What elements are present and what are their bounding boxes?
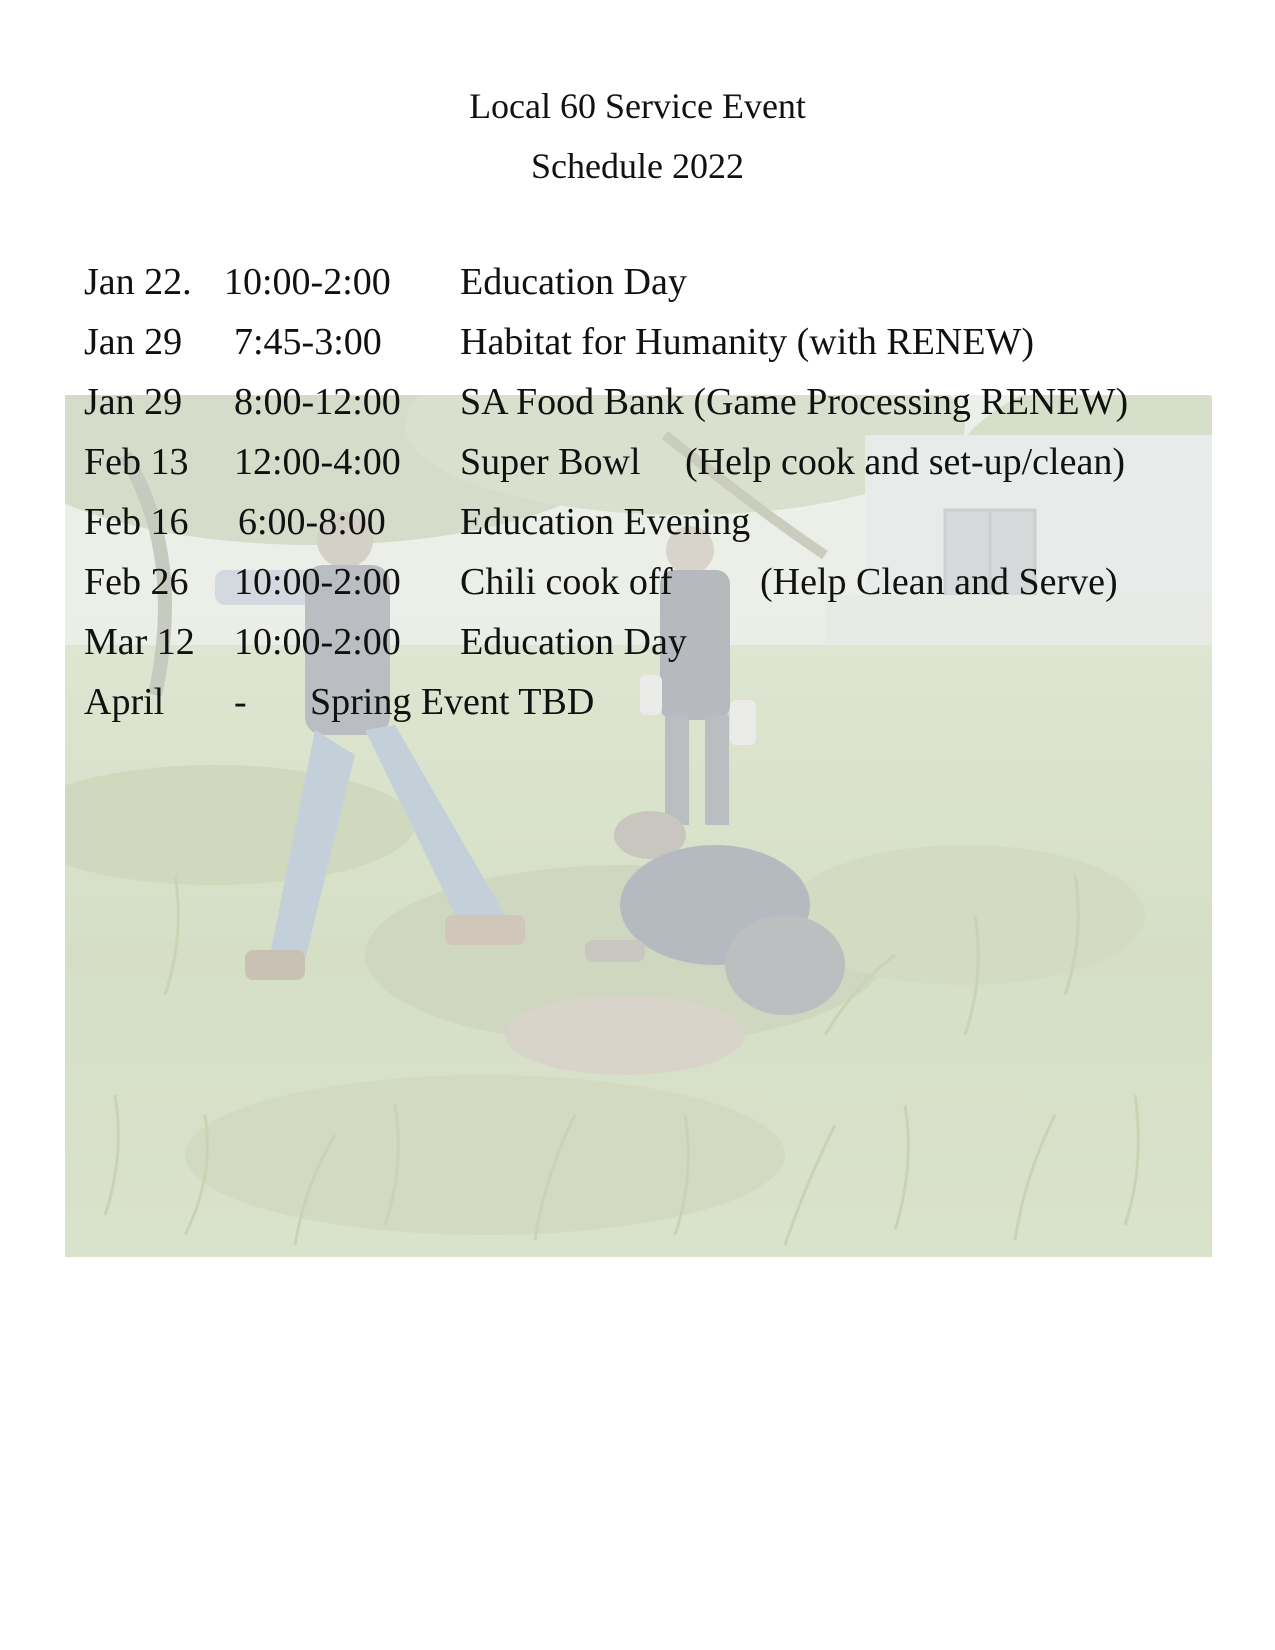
schedule-row (0, 552, 1275, 612)
event-time: 10:00-2:00 (234, 621, 401, 663)
event-name: Spring Event TBD (310, 681, 595, 723)
event-time: - (234, 681, 247, 723)
title-line-1: Local 60 Service Event (469, 86, 806, 126)
event-time: 10:00-2:00 (234, 561, 401, 603)
event-note: (Help cook and set-up/clean) (685, 441, 1125, 483)
schedule-row (0, 252, 1275, 312)
event-time: 7:45-3:00 (234, 321, 382, 363)
event-date: April (84, 681, 165, 723)
event-time: 12:00-4:00 (234, 441, 401, 483)
event-date: Mar 12 (84, 621, 195, 663)
event-date: Jan 29 (84, 321, 183, 363)
event-date: Feb 13 (84, 441, 189, 483)
event-name: Super Bowl (460, 441, 641, 483)
schedule-row (0, 492, 1275, 552)
event-name: SA Food Bank (Game Processing RENEW) (460, 381, 1129, 423)
event-name: Education Day (460, 261, 687, 303)
schedule-row (0, 612, 1275, 672)
event-name: Habitat for Humanity (with RENEW) (460, 321, 1035, 363)
schedule-row (0, 432, 1275, 492)
schedule-row (0, 372, 1275, 432)
event-date: Feb 16 (84, 501, 189, 543)
schedule-row (0, 312, 1275, 372)
event-time: 8:00-12:00 (234, 381, 401, 423)
event-date: Feb 26 (84, 561, 189, 603)
event-date: Jan 22. (84, 261, 192, 303)
event-time: 6:00-8:00 (238, 501, 386, 543)
event-note: (Help Clean and Serve) (760, 561, 1118, 603)
event-time: 10:00-2:00 (224, 261, 391, 303)
schedule-row (0, 672, 1275, 732)
title-line-2: Schedule 2022 (531, 146, 744, 186)
event-name: Chili cook off (460, 561, 673, 603)
event-date: Jan 29 (84, 381, 183, 423)
event-name: Education Evening (460, 501, 751, 543)
event-name: Education Day (460, 621, 687, 663)
